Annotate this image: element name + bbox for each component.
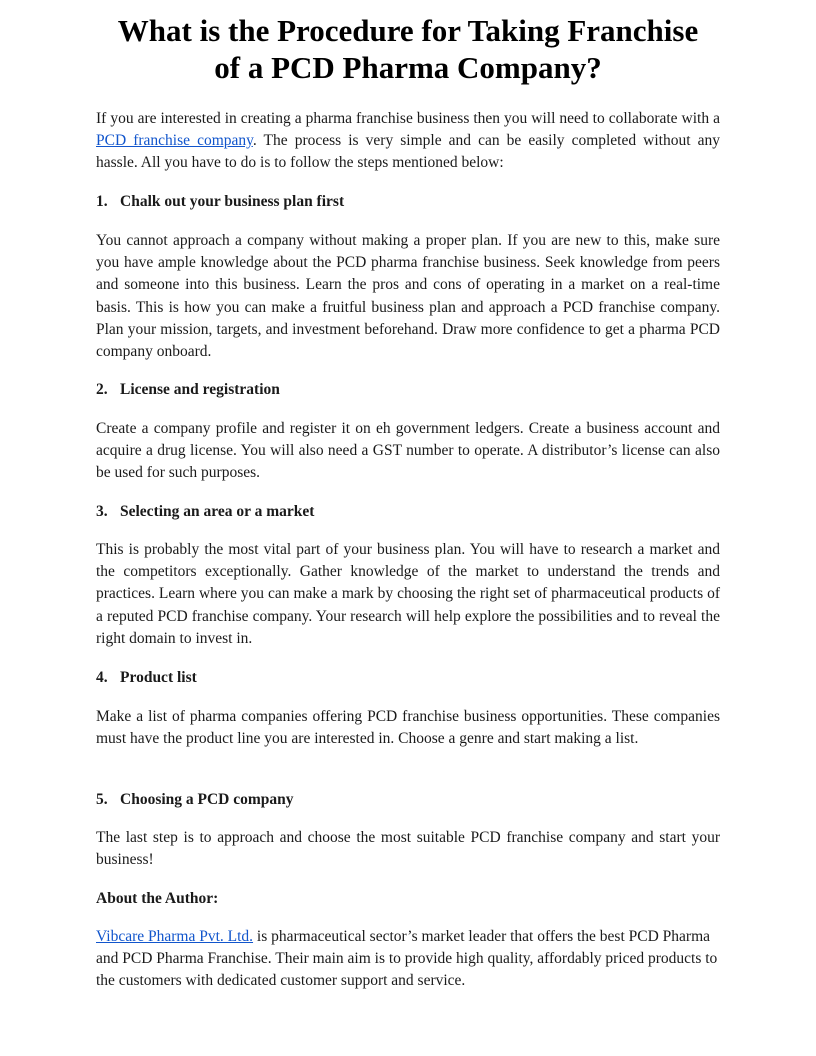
section-heading-text: Chalk out your business plan first	[120, 193, 345, 210]
section-heading-text: Choosing a PCD company	[120, 791, 294, 808]
section-number: 5.	[96, 791, 108, 808]
section-body: The last step is to approach and choose the most suitable PCD franchise company and start your business!	[96, 829, 720, 869]
vibcare-pharma-link[interactable]: Vibcare Pharma Pvt. Ltd.	[96, 928, 254, 945]
section-number: 4.	[96, 669, 108, 686]
intro-text: . The process is very simple and can be easily completed without any hassle. All you have to do is to follow the steps mentioned below:	[96, 132, 720, 172]
pcd-franchise-company-link[interactable]: PCD franchise company	[96, 132, 253, 150]
section-heading	[96, 501, 720, 523]
section-heading	[96, 667, 720, 689]
section-number: 1.	[96, 193, 108, 210]
page-title	[60, 12, 756, 86]
intro-text: If you are interested in creating a pharma franchise business then you will need to collaborate with a	[96, 110, 720, 127]
title-line: of a PCD Pharma Company?	[214, 50, 602, 85]
section-heading-text: License and registration	[120, 381, 280, 398]
section-heading	[96, 379, 720, 401]
author-text: is pharmaceutical sector’s market leader that offers the best PCD Pharma and PCD Pharma Franchise. Their main aim is to provide high quality, affordably priced products to the customers with dedicated customer support and service.	[96, 928, 718, 990]
section-heading-text: Selecting an area or a market	[120, 503, 315, 520]
section-heading	[96, 789, 720, 811]
section-number: 3.	[96, 503, 108, 520]
section-body: This is probably the most vital part of your business plan. You will have to research a market and the competitors exceptionally. Gather knowledge of the market to understand the trends and practices. Learn where you can make a mark by choosing the right set of pharmaceutical products of a reputed PCD franchise company. Your research will help explore the possibilities and to reveal the right domain to invest in.	[96, 541, 720, 647]
section-number: 2.	[96, 381, 108, 398]
section-body: Create a company profile and register it on eh government ledgers. Create a business account and acquire a drug license. You will also need a GST number to operate. A distributor’s license can also be used for such purposes.	[96, 420, 720, 482]
intro-paragraph	[96, 108, 720, 175]
section-body: Make a list of pharma companies offering PCD franchise business opportunities. These companies must have the product line you are interested in. Choose a genre and start making a list.	[96, 708, 720, 748]
section-heading	[96, 191, 720, 213]
title-line: What is the Procedure for Taking Franchise	[117, 13, 699, 48]
section-body: You cannot approach a company without making a proper plan. If you are new to this, make sure you have ample knowledge about the PCD pharma franchise business. Seek knowledge from peers and someone into this business. Learn the pros and cons of operating in a market on a real-time basis. This is how you can make a fruitful business plan and approach a PCD franchise company. Plan your mission, targets, and investment beforehand. Draw more confidence to get a pharma PCD company onboard.	[96, 232, 720, 361]
author-heading: About the Author:	[96, 890, 219, 907]
section-heading-text: Product list	[120, 669, 197, 686]
author-paragraph	[96, 926, 720, 993]
